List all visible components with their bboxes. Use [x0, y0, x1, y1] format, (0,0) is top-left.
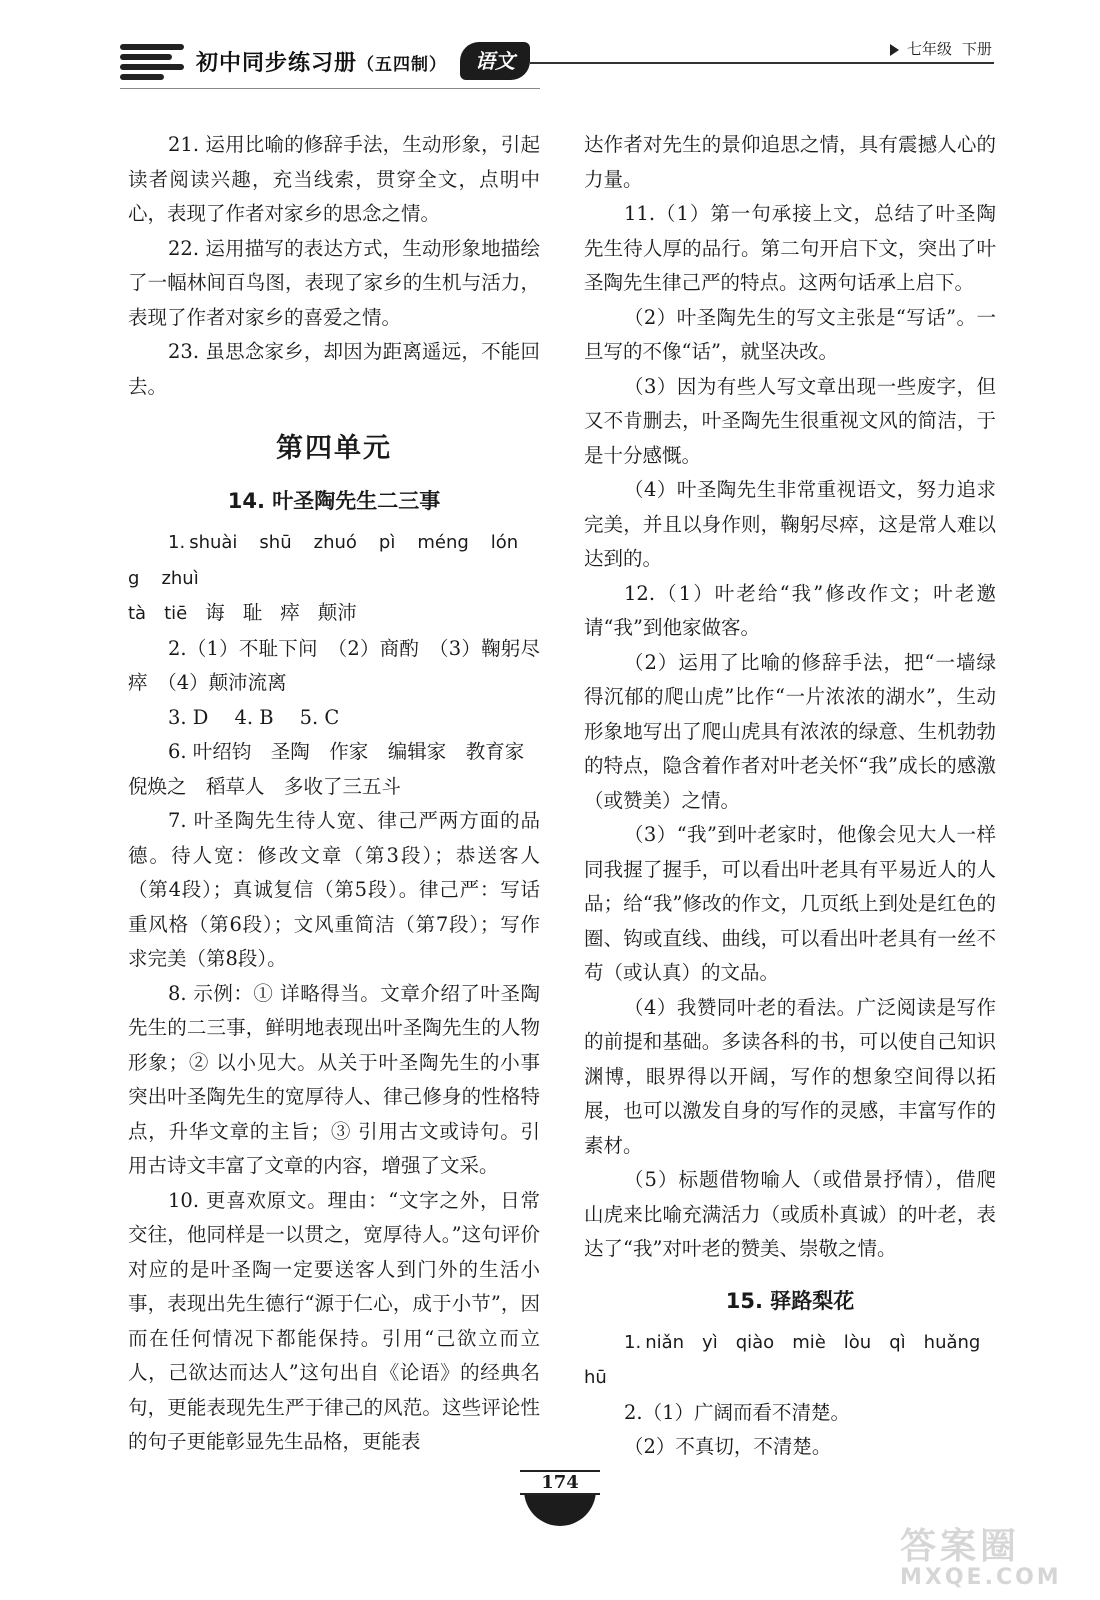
left-column — [128, 128, 540, 1460]
page-arc-decoration — [524, 1490, 596, 1526]
pinyin-item: zhuì — [161, 567, 199, 589]
grade-label — [890, 38, 992, 59]
answer-14-6-line1: 6. 叶绍钧 圣陶 作家 编辑家 教育家 — [168, 740, 525, 763]
word-item: 瘁 — [280, 601, 300, 624]
watermark — [900, 1528, 1090, 1592]
watermark-url: MXQE.COM — [900, 1565, 1062, 1590]
pinyin-item: niǎn — [645, 1331, 685, 1353]
answer-21: 21. 运用比喻的修辞手法，生动形象，引起读者阅读兴趣，充当线索，贯穿全文，点明中心，表现了作者对家乡的思念之情。 — [128, 133, 540, 225]
answer-14-6-line2: 倪焕之 稻草人 多收了三五斗 — [128, 774, 402, 798]
answer-22: 22. 运用描写的表达方式，生动形象地描绘了一幅林间百鸟图，表现了家乡的生机与活力，表现了作者对家乡的喜爱之情。 — [128, 236, 540, 329]
book-title-text: 初中同步练习册 — [196, 50, 358, 76]
answer-14-7: 7. 叶圣陶先生待人宽、律己严两方面的品德。待人宽：修改文章（第3段）；恭送客人（第4段）；真诚复信（第5段）。律己严：写话重风格（第6段）；文风重简洁（第7段）；写作求完美（第8段）。 — [128, 809, 540, 970]
answer-14-11-3: （3）因为有些人写文章出现一些废字，但又不肯删去，叶圣陶先生很重视文风的简洁，于是十分感慨。 — [584, 374, 996, 467]
pinyin-item: shuài — [189, 532, 238, 553]
page-number-badge — [520, 1470, 600, 1530]
answer-14-11-4: （4）叶圣陶先生非常重视语文，努力追求完美，并且以身作则，鞠躬尽瘁，这是常人难以达到的。 — [584, 478, 996, 570]
pinyin-item: pì — [378, 532, 396, 553]
answer-15-2-2: （2）不真切，不清楚。 — [624, 1435, 832, 1458]
question-number: 1. — [624, 1331, 642, 1353]
page-header — [0, 0, 1100, 100]
answer-14-2: 2.（1）不耻下问 （2）商酌 （3）鞠躬尽瘁 （4）颠沛流离 — [128, 636, 540, 694]
answer-23: 23. 虽思念家乡，却因为距离遥远，不能回去。 — [128, 340, 540, 398]
word-item: 耻 — [242, 601, 263, 624]
answer-14-1-pinyin — [128, 525, 540, 596]
answer-14-1-words — [128, 596, 540, 632]
pinyin-item: lóng — [128, 532, 519, 589]
answer-14-12-3: （3）“我”到叶老家时，他像会见大人一样同我握了握手，可以看出叶老具有平易近人的人品；给“我”修改的作文，几页纸上到处是红色的圈、钩或直线、曲线，可以看出叶老具有一丝不苟（或认真）的文品。 — [584, 823, 996, 984]
answer-14-8: 8. 示例：① 详略得当。文章介绍了叶圣陶先生的二三事，鲜明地表现出叶圣陶先生的人物形象；② 以小见大。从关于叶圣陶先生的小事突出叶圣陶先生的宽厚待人、律己修身的性格特点，升华文章的主旨；③ 引用古文或诗句。引用古诗文丰富了文章的内容，增强了文采。 — [128, 981, 540, 1177]
word-item: 颠沛 — [317, 601, 357, 624]
book-edition: （五四制） — [357, 55, 448, 75]
unit-title: 第四单元 — [276, 433, 392, 464]
answer-15-1-pinyin — [584, 1325, 996, 1396]
pinyin-item: lòu — [843, 1331, 872, 1353]
pinyin-item: qiào — [735, 1331, 775, 1353]
lesson-14-title: 14. 叶圣陶先生二三事 — [227, 489, 441, 513]
answer-15-2-1: 2.（1）广阔而看不清楚。 — [624, 1400, 851, 1424]
header-rule — [530, 62, 994, 64]
answer-14-12-5: （5）标题借物喻人（或借景抒情），借爬山虎来比喻充满活力（或质朴真诚）的叶老，表达了“我”对叶老的赞美、崇敬之情。 — [584, 1168, 996, 1260]
subject-badge: 语文 — [460, 42, 530, 80]
answer-14-12-2: （2）运用了比喻的修辞手法，把“一墙绿得沉郁的爬山虎”比作“一片浓浓的湖水”，生动形象地写出了爬山虎具有浓浓的绿意、生机勃勃的特点，隐含着作者对叶老关怀“我”成长的感激（或赞美）之情。 — [584, 650, 996, 812]
book-title — [196, 46, 447, 77]
pinyin-item: miè — [792, 1331, 826, 1353]
volume-text: 下册 — [962, 40, 993, 58]
answer-14-12-4: （4）我赞同叶老的看法。广泛阅读是写作的前提和基础。多读各科的书，可以使自己知识渊博，眼界得以开阔，写作的想象空间得以拓展，也可以激发自身的写作的灵感，丰富写作的素材。 — [584, 995, 996, 1157]
pinyin-item: yì — [702, 1331, 718, 1353]
grade-text: 七年级 — [907, 40, 953, 58]
pinyin-item: huǎng hū — [584, 1331, 981, 1388]
answer-14-12-1: 12.（1）叶老给“我”修改作文；叶老邀请“我”到他家做客。 — [584, 581, 996, 639]
answer-14-3-5 — [128, 701, 540, 736]
question-number: 1. — [168, 532, 186, 553]
word-item: 诲 — [205, 601, 225, 624]
pinyin-item: méng — [417, 532, 469, 553]
answer-item: 3. D — [168, 705, 209, 729]
book-logo-icon — [120, 44, 184, 82]
watermark-text: 答案圈 — [900, 1526, 1021, 1567]
answer-14-11-1: 11.（1）第一句承接上文，总结了叶圣陶先生待人厚的品行。第二句开启下文，突出了叶圣陶先生律己严的特点。这两句话承上启下。 — [584, 202, 996, 294]
answer-14-10-continued: 达作者对先生的景仰追思之情，具有震撼人心的力量。 — [584, 133, 996, 191]
triangle-right-icon — [890, 44, 899, 56]
right-column — [584, 128, 996, 1465]
pinyin-item: tiē — [164, 603, 188, 624]
answer-item: 4. B — [234, 705, 274, 729]
pinyin-item: shū — [259, 532, 292, 553]
pinyin-item: tà — [128, 603, 147, 624]
answer-14-10: 10. 更喜欢原文。理由：“文字之外，日常交往，他同样是一以贯之，宽厚待人。”这句评价对应的是叶圣陶一定要送客人到门外的生活小事，表现出先生德行“源于仁心，成于小节”，因而在任何情况下都能保持。引用“己欲立而立人，己欲达而达人”这句出自《论语》的经典名句，更能表现先生严于律己的风范。这些评论性的句子更能彰显先生品格，更能表 — [128, 1188, 540, 1453]
pinyin-item: zhuó — [313, 532, 357, 553]
pinyin-item: qì — [889, 1331, 906, 1353]
answer-item: 5. C — [299, 705, 340, 729]
lesson-15-title: 15. 驿路梨花 — [725, 1288, 855, 1313]
header-underline — [120, 88, 540, 89]
answer-14-11-2: （2）叶圣陶先生的写文主张是“写话”。一旦写的不像“话”，就坚决改。 — [584, 305, 996, 363]
page-number: 174 — [520, 1470, 600, 1495]
